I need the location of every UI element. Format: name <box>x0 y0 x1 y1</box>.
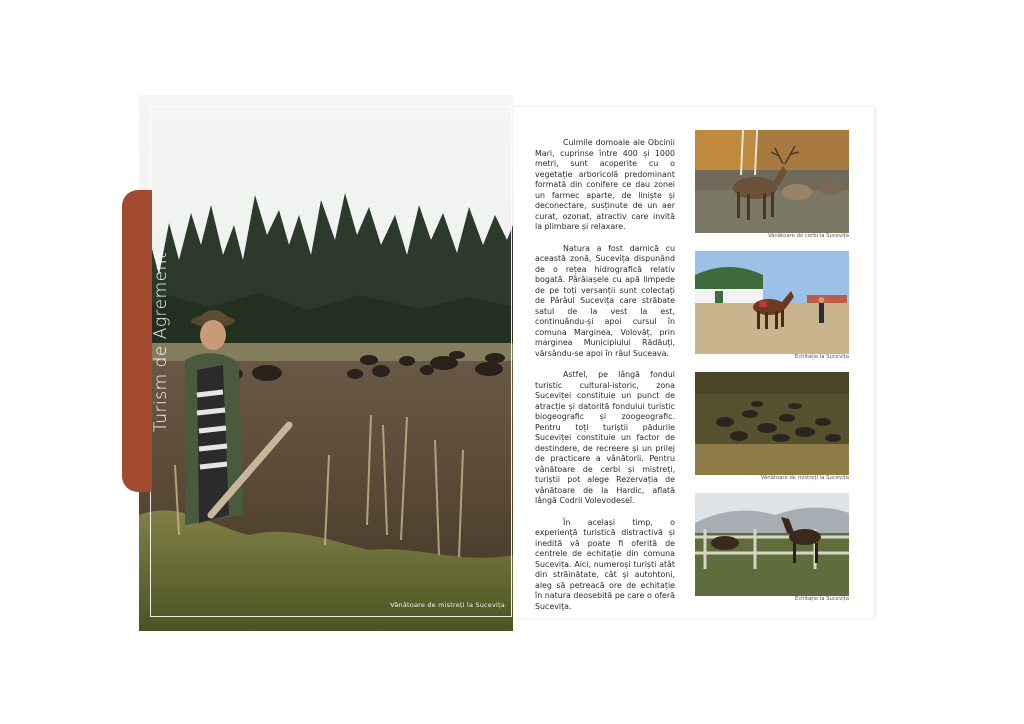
deer-icon <box>695 130 849 233</box>
photo-horses-fence <box>695 493 849 596</box>
photo-caption: Echitație la Sucevița <box>794 354 849 360</box>
photo-deer <box>695 130 849 233</box>
section-tab <box>122 190 152 492</box>
photo-caption: Echitație la Sucevița <box>794 596 849 602</box>
boar-icon <box>695 372 849 475</box>
left-page <box>139 95 513 631</box>
hero-photo-boar-hunt <box>139 95 513 631</box>
paragraph: Natura a fost darnică cu această zonă, Sucevița dispunând de o rețea hidrografică relativ bogată. Pârâiașele cu apă limpede de pe toți versanții sunt colectați de Pârâul Sucevița care străbate satul de la vest la est, continuându-și apoi cursul în comuna Marginea, Volovăț, prin marginea Municipiului Rădăuți, vărsându-se apoi în râul Suceava. <box>535 243 675 358</box>
paragraph: În același timp, o experiență turistică distractivă și inedită vă poate fi oferită de centrele de echitație din comuna Sucevița. Aici, numeroși turiști atât din străinătate, cât și autohtoni, aleg să petreacă ore de echitație în natura deosebită pe care o oferă Sucevița. <box>535 517 675 611</box>
photo-riding-center <box>695 251 849 354</box>
hero-photo-caption: Vânătoare de mistreți la Sucevița <box>390 601 505 609</box>
section-title: Turism de Agrement <box>151 251 171 433</box>
paragraph: Astfel, pe lângă fondul turistic cultural-istoric, zona Suceviței constituie un punct de atracție și datorită fondului turistic biogeografic și zoogeografic. Pentru toți turiștii pădurile Suceviței constituie un factor de destindere, de recreere și un prilej de practicare a vânătorii. Pentru vânătoare de cerbi și mistreți, turiștii pot alege Rezervația de vânătoare de la Hardic, aflată lângă Codrii Volevodeseî. <box>535 370 675 505</box>
horse-icon <box>695 251 849 354</box>
article-text <box>535 138 675 623</box>
photo-boar-herd <box>695 372 849 475</box>
brochure-spread <box>139 95 876 631</box>
horses-icon <box>695 493 849 596</box>
right-page <box>513 106 875 618</box>
photo-caption: Vânătoare de mistreți la Sucevița <box>760 475 849 481</box>
photo-caption: Vânătoare de cerbi la Sucevița <box>767 233 849 239</box>
paragraph: Culmile domoale ale Obcinii Mari, cuprinse între 400 și 1000 metri, sunt acoperite cu o vegetație arboricolă predominant formată din conifere ce dau zonei un farmec aparte, de liniște și deconectare, susținute de un aer curat, ozonat, atractiv care invită la plimbare și relaxare. <box>535 138 675 231</box>
